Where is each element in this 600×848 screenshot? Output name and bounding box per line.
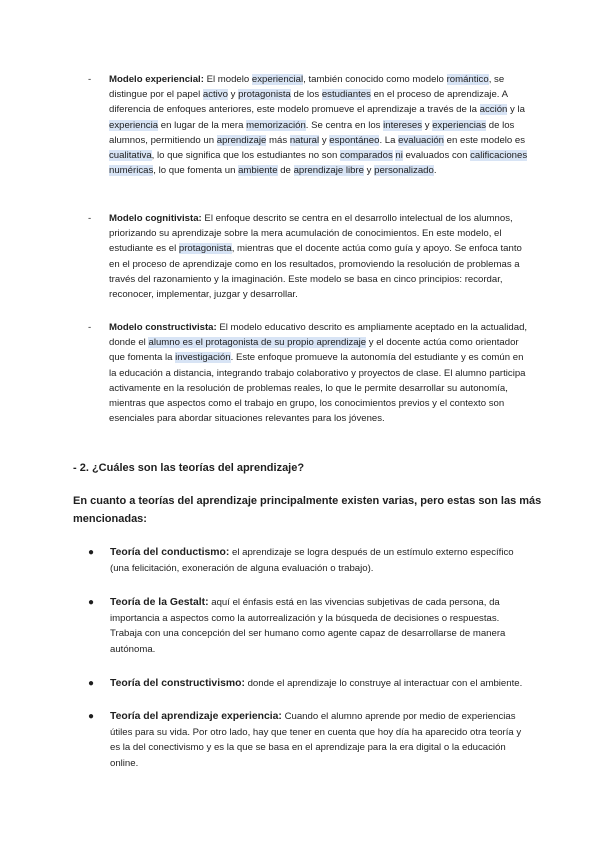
highlighted-term: natural	[289, 134, 320, 146]
model-cognitivista-item	[90, 211, 530, 302]
text-segment: y	[319, 134, 330, 146]
theory-experiencia-item	[88, 709, 533, 771]
highlighted-term: aprendizaje	[216, 134, 267, 146]
theory-conductismo-text: el aprendizaje se logra después de un estímulo externo específico (una felicitación, exoneración de alguna evaluación o trabajo).	[110, 547, 514, 574]
theory-conductismo-title: Teoría del conductismo:	[110, 547, 230, 558]
question-heading: - 2. ¿Cuáles son las teorías del aprendizaje?	[73, 462, 305, 474]
theory-constructivismo-item	[88, 676, 533, 692]
highlighted-term: evaluación	[398, 134, 444, 146]
highlighted-term: espontáneo	[329, 134, 380, 146]
theory-gestalt-item	[88, 595, 533, 657]
text-segment: de los alumnos, permitiendo un	[109, 119, 515, 146]
bullet-icon: ●	[88, 597, 95, 608]
highlighted-term: protagonista	[238, 89, 291, 101]
text-segment: , lo que fomenta un	[153, 165, 239, 177]
model-experiencial-title: Modelo experiencial:	[109, 74, 204, 85]
highlighted-term: investigación	[175, 352, 231, 364]
highlighted-term: romántico	[446, 74, 489, 85]
text-segment: más	[266, 134, 290, 146]
theory-gestalt-title: Teoría de la Gestalt:	[110, 597, 209, 608]
model-experiencial-paragraph	[109, 72, 530, 178]
model-constructivista-paragraph	[109, 320, 530, 426]
text-segment: , también conocido como modelo	[303, 74, 447, 85]
highlighted-term: memorización	[246, 119, 306, 131]
theory-gestalt-text: aquí el énfasis está en las vivencias subjetivas de cada persona, da importancia a aspectos como la autorrealización y la búsqueda de decisiones o respuestas. Trabaja con una concepción del ser humano como agente capaz de desarrollarse de manera autónoma.	[110, 597, 506, 655]
bullet-icon: ●	[88, 711, 95, 722]
text-segment: en lugar de la mera	[158, 119, 247, 131]
highlighted-term: calificaciones numéricas	[109, 150, 528, 177]
text-segment: , lo que significa que los estudiantes no son	[151, 150, 340, 162]
highlighted-term: aprendizaje libre	[293, 165, 364, 177]
highlighted-term: protagonista	[178, 243, 232, 255]
model-constructivista-title: Modelo constructivista:	[109, 322, 217, 333]
highlighted-term: activo	[202, 89, 228, 101]
model-experiencial-text	[109, 74, 527, 176]
text-segment: , mientras que el docente actúa como guía y apoyo. Se enfoca tanto en el proceso de aprendizaje como en los resultados, promoviendo la resolución de problemas a través del razonamiento y la imaginación. Este modelo se basa en cinco principios: recordar, reconocer, implementar, juzgar y desarrollar.	[109, 243, 522, 301]
bullet-icon: ●	[88, 678, 95, 689]
model-cognitivista-title: Modelo cognitivista:	[109, 213, 202, 224]
text-segment: y	[227, 89, 239, 101]
highlighted-term: intereses	[383, 119, 423, 131]
model-cognitivista-paragraph	[109, 211, 530, 302]
highlighted-term: experiencia	[109, 119, 159, 131]
highlighted-term: experiencial	[251, 74, 304, 85]
text-segment: de los	[290, 89, 322, 101]
highlighted-term: comparados	[339, 150, 393, 162]
highlighted-term: ni	[395, 150, 403, 162]
highlighted-term: personalizado	[374, 165, 434, 177]
bullet-icon: ●	[88, 547, 95, 558]
text-segment: El modelo educativo descrito es ampliamente aceptado en la actualidad, donde el	[109, 322, 528, 349]
model-constructivista-item	[90, 320, 530, 426]
model-constructivista-text	[109, 322, 527, 424]
highlighted-term: ambiente	[238, 165, 278, 177]
intro-paragraph: En cuanto a teorías del aprendizaje principalmente existen varias, pero estas son las más mencionadas:	[73, 495, 542, 525]
text-segment: . Se centra en los	[305, 119, 384, 131]
dash-marker: -	[88, 213, 92, 224]
dash-marker: -	[88, 322, 92, 333]
text-segment: de	[277, 165, 294, 177]
model-experiencial-item	[90, 72, 530, 178]
text-segment: , se distingue por el papel	[109, 74, 505, 101]
text-segment: El enfoque descrito se centra en el desarrollo intelectual de los alumnos, priorizando su aprendizaje sobre la mera acumulación de conocimientos. En este modelo, el estudiante es el	[109, 213, 513, 255]
highlighted-term: estudiantes	[321, 89, 371, 101]
theory-experiencia-title: Teoría del aprendizaje experiencia:	[110, 711, 282, 722]
model-cognitivista-text	[109, 213, 522, 300]
text-segment: y el docente actúa como orientador que fomenta la	[109, 337, 519, 364]
highlighted-term: cualitativa	[109, 150, 152, 162]
text-segment: y	[422, 119, 433, 131]
highlighted-term: acción	[479, 104, 508, 116]
theory-experiencia-text: Cuando el alumno aprende por medio de experiencias útiles para su vida. Por otro lado, hay que tener en cuenta que hoy día ha aparecido otra teoría y es la del conectivismo y es la que se basa en el aprendizaje para la era digital o la educación online.	[110, 711, 522, 769]
text-segment: evaluados con	[402, 150, 471, 162]
text-segment: en el proceso de aprendizaje. A diferencia de enfoques anteriores, este modelo promueve el aprendizaje a través de la	[109, 89, 508, 116]
text-segment: El modelo	[203, 74, 252, 85]
theory-constructivismo-title: Teoría del constructivismo:	[110, 678, 245, 689]
text-segment: . Este enfoque promueve la autonomía del estudiante y es común en la educación a distancia, integrando trabajo colaborativo y proyectos de clase. El alumno participa activamente en la resolución de problemas reales, lo que le permite desarrollar su autonomía, mientras que aspectos como el trabajo en grupo, los conocimientos previos y el contexto son esenciales para abordar situaciones relevantes para los jóvenes.	[109, 352, 526, 425]
text-segment: en este modelo es	[444, 134, 526, 146]
theory-constructivismo-text: donde el aprendizaje lo construye al interactuar con el ambiente.	[244, 678, 523, 689]
dash-marker: -	[88, 74, 92, 85]
highlighted-term: experiencias	[432, 119, 487, 131]
text-segment: y la	[507, 104, 525, 116]
text-segment: y	[363, 165, 375, 177]
highlighted-term: alumno es el protagonista de su propio aprendizaje	[148, 337, 367, 349]
theory-conductismo-item	[88, 545, 533, 576]
text-segment: .	[433, 165, 437, 177]
text-segment: . La	[379, 134, 399, 146]
